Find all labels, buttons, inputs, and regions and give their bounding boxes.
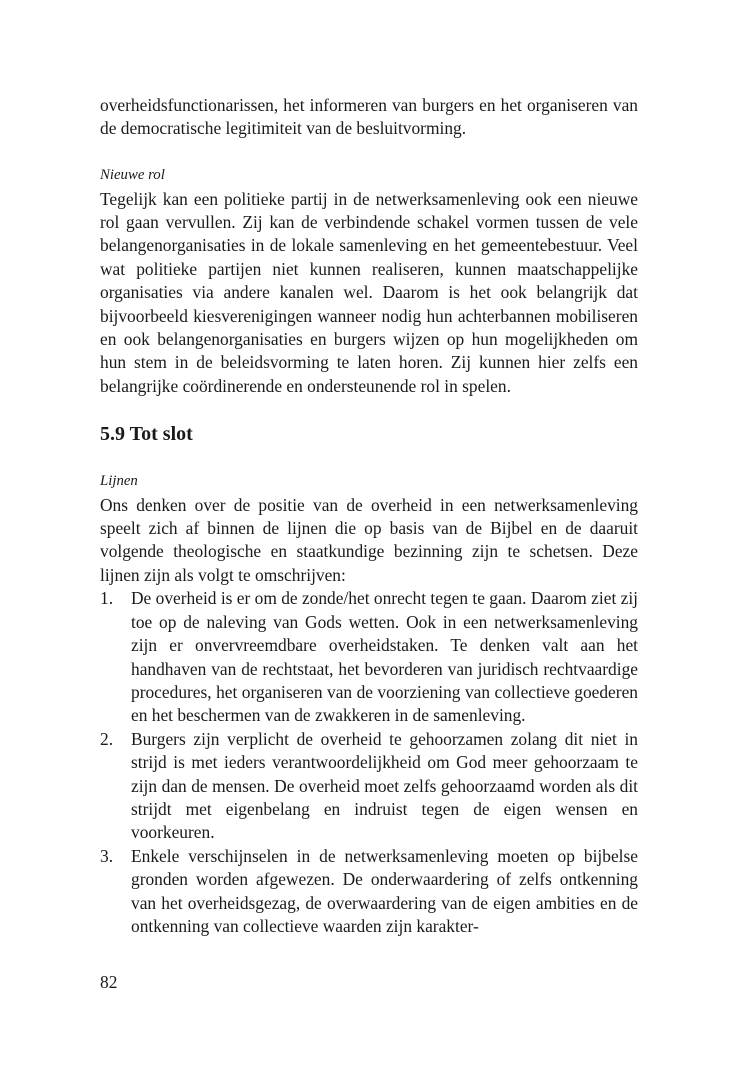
page-number: 82 xyxy=(100,972,118,992)
list-item-number: 3. xyxy=(100,845,114,866)
intro-paragraph: overheidsfunctionarissen, het informeren van burgers en het organiseren van de democratische legitimiteit van de besluitvorming. xyxy=(100,95,638,139)
list-item-text: Enkele verschijnselen in de netwerksamenleving moeten op bijbelse gronden worden afgewezen. De onderwaardering of zelfs ontkenning van het overheidsgezag, de overwaardering van de eigen ambities en de ontkenning van collectieve waarden zijn karakter- xyxy=(131,845,638,936)
list-item xyxy=(100,845,638,939)
lijnen-intro-paragraph: Ons denken over de positie van de overheid in een netwerksamenleving speelt zich af binnen de lijnen die op basis van de Bijbel en de daaruit volgende theologische en staatkundige bezinning zijn te schetsen. Deze lijnen zijn als volgt te omschrijven: xyxy=(100,494,638,585)
subheading-lijnen: Lijnen xyxy=(100,473,138,490)
numbered-list xyxy=(100,587,638,938)
nieuwe-rol-paragraph: Tegelijk kan een politieke partij in de netwerksamenleving ook een nieuwe rol gaan vervullen. Zij kan de verbindende schakel vormen tussen de vele belangenorganisaties in de lokale samenleving en het gemeentebestuur. Veel wat politieke partijen niet kunnen realiseren, kunnen maatschappelijke organisaties via andere kanalen wel. Daarom is het ook belangrijk dat bijvoorbeeld kiesverenigingen wanneer nodig hun achterbannen mobiliseren en ook belangenorganisaties en burgers wijzen op hun mogelijkheden om hun stem in de beleidsvorming te laten horen. Zij kunnen hier zelfs een belangrijke coördinerende en ondersteunende rol in spelen. xyxy=(100,188,638,396)
page-body xyxy=(100,94,638,938)
list-item-number: 1. xyxy=(100,588,114,609)
list-item xyxy=(100,728,638,845)
list-item-text: Burgers zijn verplicht de overheid te gehoorzamen zolang dit niet in strijd is met ieders verantwoordelijkheid om God meer gehoorzaam te zijn dan de mensen. De overheid moet zelfs gehoorzaamd worden als dit strijdt met eigenbelang en indruist tegen de eigen wensen en voorkeuren. xyxy=(131,728,638,843)
list-item-text: De overheid is er om de zonde/het onrecht tegen te gaan. Daarom ziet zij toe op de naleving van Gods wetten. Ook in een netwerksamenleving zijn er onvervreemdbare overheidstaken. Te denken valt aan het handhaven van de rechtstaat, het bevorderen van juridisch rechtvaardige procedures, het organiseren van de voorziening van collectieve goederen en het beschermen van de zwakkeren in de samenleving. xyxy=(131,588,639,726)
subheading-nieuwe-rol: Nieuwe rol xyxy=(100,167,165,184)
section-heading: 5.9 Tot slot xyxy=(100,423,193,446)
list-item xyxy=(100,587,638,727)
list-item-number: 2. xyxy=(100,728,114,749)
